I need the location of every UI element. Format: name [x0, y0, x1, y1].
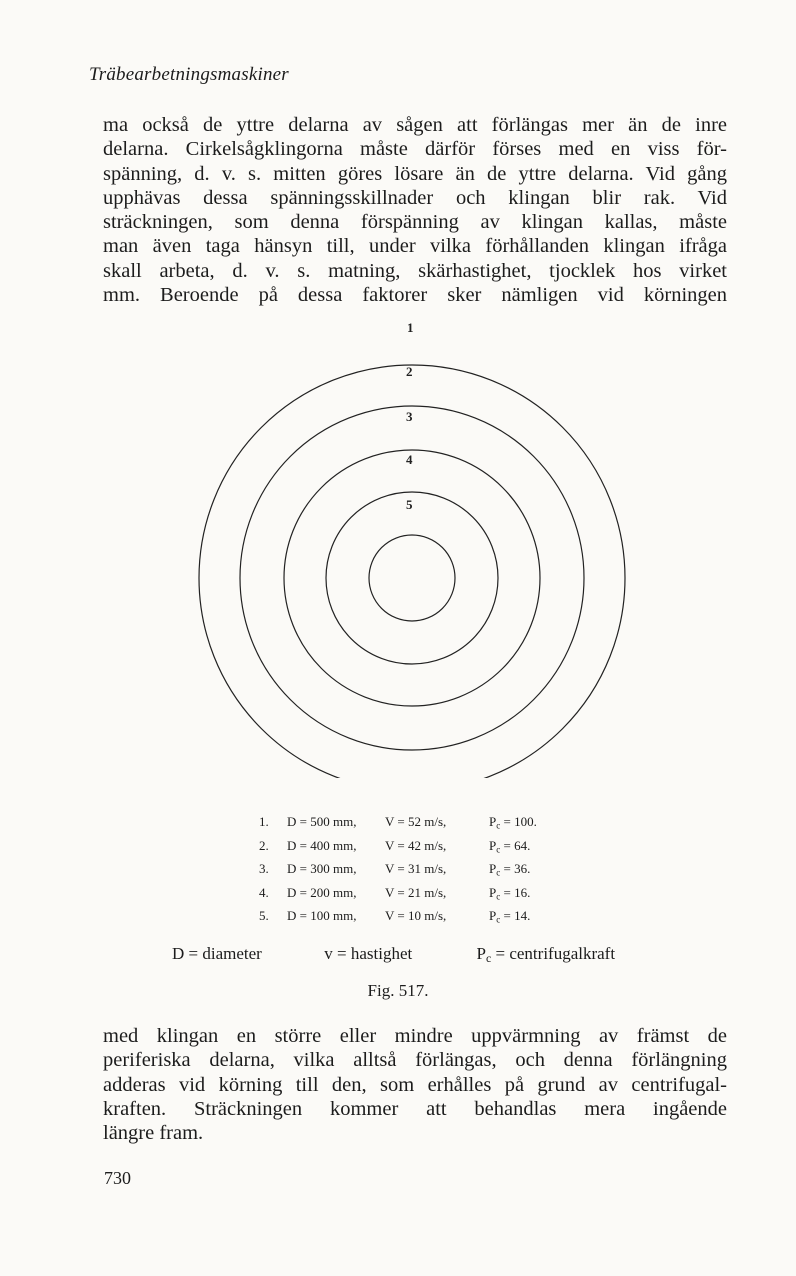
legend-row: [259, 908, 569, 932]
ring-3-circle: [284, 450, 540, 706]
text-line: skall arbeta, d. v. s. matning, skärhastighet, tjocklek hos virket: [103, 259, 727, 282]
force-symbol: P: [476, 944, 486, 963]
text-line: längre fram.: [103, 1122, 204, 1145]
legend-velocity: V = 42 m/s,: [385, 837, 447, 853]
legend-row: [259, 814, 569, 838]
figure-legend: [259, 814, 569, 932]
force-subscript: c: [496, 867, 501, 878]
ring-label-1: 1: [407, 320, 414, 335]
text-line: upphävas dessa spänningsskillnader och klingan blir rak. Vid: [103, 186, 727, 209]
legend-row: [259, 838, 569, 862]
figure-caption: Fig. 517.: [367, 981, 429, 1000]
force-definition-text: = centrifugalkraft: [495, 944, 616, 963]
legend-index: 1.: [259, 814, 269, 829]
running-head: Träbearbetningsmaskiner: [89, 64, 289, 85]
text-line: med klingan en större eller mindre uppvärmning av främst de: [103, 1025, 727, 1047]
force-symbol: P: [489, 837, 497, 853]
legend-force: [489, 861, 569, 877]
text-line: sträckningen, som denna förspänning av klingan kallas, måste: [103, 211, 727, 234]
force-subscript: c: [496, 820, 501, 831]
ring-5-circle: [369, 535, 455, 621]
force-value: = 16.: [503, 884, 531, 900]
force-value: = 14.: [503, 908, 531, 923]
definition-force: [477, 944, 616, 966]
text-line: mm. Beroende på dessa faktorer sker nämligen vid körningen: [103, 284, 727, 307]
text-line: periferiska delarna, vilka alltså förlängas, och denna förlängning: [103, 1049, 727, 1072]
ring-label-4: 4: [406, 452, 413, 467]
legend-index: 2.: [259, 837, 269, 853]
symbol-definitions: [172, 944, 615, 966]
paragraph-1: [103, 113, 727, 307]
force-value: = 100.: [503, 814, 537, 829]
legend-row: [259, 861, 569, 885]
force-symbol: P: [489, 884, 497, 900]
force-symbol: P: [489, 861, 497, 876]
legend-force: [489, 814, 569, 830]
text-line: ma också de yttre delarna av sågen att förlängas mer än de inre: [103, 114, 727, 136]
text-line: adderas vid körning till den, som erhålles på grund av centrifugal-: [103, 1073, 727, 1096]
legend-force: [489, 885, 569, 901]
definition-diameter: D = diameter: [172, 944, 262, 963]
saw-blade-rings-diagram: [195, 318, 635, 778]
force-subscript: c: [485, 950, 492, 965]
legend-diameter: D = 500 mm,: [287, 814, 357, 829]
legend-index: 4.: [259, 884, 269, 900]
ring-label-2: 2: [406, 364, 413, 379]
force-subscript: c: [496, 843, 501, 854]
force-value: = 64.: [503, 837, 531, 853]
legend-diameter: D = 100 mm,: [287, 908, 357, 923]
ring-label-3: 3: [406, 409, 413, 424]
legend-velocity: V = 31 m/s,: [385, 861, 447, 876]
legend-diameter: D = 400 mm,: [287, 837, 357, 853]
text-line: delarna. Cirkelsågklingorna måste därför förses med en viss för-: [103, 138, 727, 161]
ring-1-circle: [199, 365, 625, 778]
force-subscript: c: [496, 890, 501, 901]
legend-velocity: V = 52 m/s,: [385, 814, 447, 829]
legend-diameter: D = 200 mm,: [287, 884, 357, 900]
legend-diameter: D = 300 mm,: [287, 861, 357, 876]
force-subscript: c: [496, 914, 501, 925]
ring-label-5: 5: [406, 497, 413, 512]
text-line: kraften. Sträckningen kommer att behandlas mera ingående: [103, 1097, 727, 1120]
paragraph-2: [103, 1024, 727, 1145]
text-line: man även taga hänsyn till, under vilka förhållanden klingan ifråga: [103, 235, 727, 258]
legend-index: 3.: [259, 861, 269, 876]
legend-velocity: V = 21 m/s,: [385, 884, 447, 900]
legend-force: [489, 908, 569, 924]
ring-4-circle: [326, 492, 498, 664]
force-symbol: P: [489, 908, 497, 923]
legend-force: [489, 838, 569, 854]
legend-index: 5.: [259, 908, 269, 923]
text-line: spänning, d. v. s. mitten göres lösare än de yttre delarna. Vid gång: [103, 162, 727, 185]
page-number: 730: [104, 1168, 131, 1188]
definition-velocity: v = hastighet: [324, 944, 413, 963]
legend-velocity: V = 10 m/s,: [385, 908, 447, 923]
legend-row: [259, 885, 569, 909]
force-symbol: P: [489, 814, 497, 829]
force-value: = 36.: [503, 861, 531, 876]
